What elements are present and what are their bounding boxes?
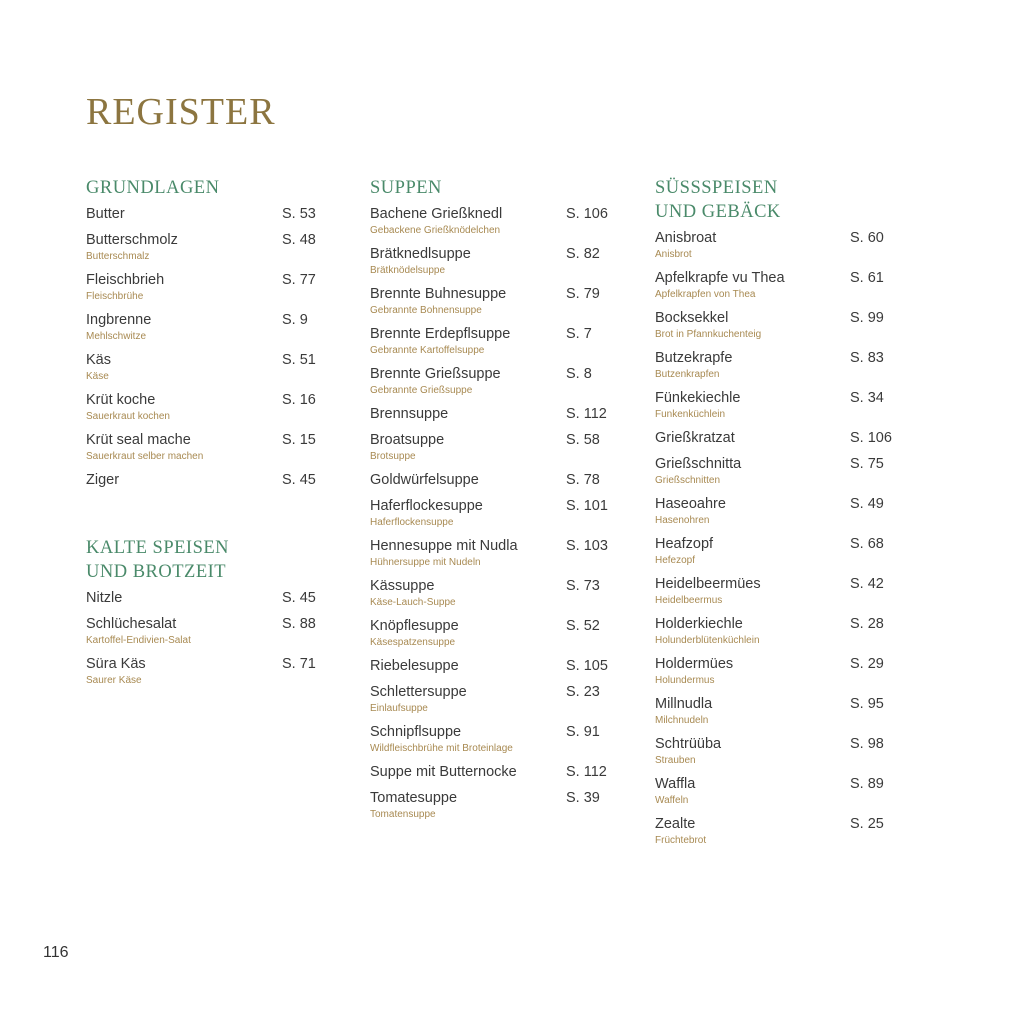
entry-translation: Brätknödelsuppe xyxy=(370,265,446,276)
entry-translation: Funkenküchlein xyxy=(655,409,726,420)
entry-name: Brätknedlsuppe xyxy=(370,246,471,262)
entry-row xyxy=(370,496,612,516)
entry-name: Holderkiechle xyxy=(655,616,743,632)
index-column xyxy=(86,176,318,694)
entry-translation: Grießschnitten xyxy=(655,475,721,486)
entry-name: Haseoahre xyxy=(655,496,726,512)
entry-name: Ingbrenne xyxy=(86,312,152,328)
index-entry xyxy=(370,404,612,424)
entry-name: Zealte xyxy=(655,816,696,832)
entry-page-ref: S. 83 xyxy=(850,350,884,366)
entry-name: Holdermües xyxy=(655,656,734,672)
index-entry xyxy=(86,470,318,490)
index-section xyxy=(370,176,612,822)
index-entry xyxy=(370,496,612,530)
entry-translation: Heidelbeermus xyxy=(655,595,723,606)
entry-name: Brennte Erdepflsuppe xyxy=(370,326,511,342)
page-title: REGISTER xyxy=(86,91,276,133)
index-entry xyxy=(655,308,895,342)
entry-page-ref: S. 75 xyxy=(850,456,884,472)
entry-translation: Haferflockensuppe xyxy=(370,517,454,528)
entry-row xyxy=(86,204,318,224)
entry-row xyxy=(370,762,612,782)
index-section xyxy=(86,176,318,490)
entry-name: Apfelkrapfe vu Thea xyxy=(655,270,785,286)
entry-page-ref: S. 98 xyxy=(850,736,884,752)
index-entry xyxy=(655,494,895,528)
entry-page-ref: S. 95 xyxy=(850,696,884,712)
entry-page-ref: S. 61 xyxy=(850,270,884,286)
entry-page-ref: S. 16 xyxy=(282,392,316,408)
entry-row xyxy=(655,228,895,248)
entry-row xyxy=(655,694,895,714)
entry-row xyxy=(370,244,612,264)
entry-name: Krüt seal mache xyxy=(86,432,191,448)
section-heading-line: UND GEBÄCK xyxy=(655,202,781,222)
entry-name: Suppe mit Butternocke xyxy=(370,764,517,780)
entry-translation: Früchtebrot xyxy=(655,835,707,846)
entry-page-ref: S. 82 xyxy=(566,246,600,262)
index-entry xyxy=(370,204,612,238)
entry-page-ref: S. 79 xyxy=(566,286,600,302)
entry-page-ref: S. 60 xyxy=(850,230,884,246)
section-heading-line: SUPPEN xyxy=(370,178,442,198)
entry-row xyxy=(86,654,318,674)
entry-name: Anisbroat xyxy=(655,230,717,246)
entry-page-ref: S. 45 xyxy=(282,590,316,606)
index-entry xyxy=(370,762,612,782)
entry-translation: Käse xyxy=(86,371,109,382)
entry-translation: Tomatensuppe xyxy=(370,809,436,820)
index-entry xyxy=(86,430,318,464)
entry-row xyxy=(655,574,895,594)
entry-page-ref: S. 106 xyxy=(850,430,892,446)
entry-page-ref: S. 53 xyxy=(282,206,316,222)
entry-name: Brennte Grießsuppe xyxy=(370,366,501,382)
entry-page-ref: S. 68 xyxy=(850,536,884,552)
entry-row xyxy=(370,682,612,702)
entry-row xyxy=(86,350,318,370)
index-entry xyxy=(86,310,318,344)
index-entry xyxy=(655,654,895,688)
entry-page-ref: S. 71 xyxy=(282,656,316,672)
index-entry xyxy=(655,428,895,448)
entry-name: Ziger xyxy=(86,472,120,488)
entry-row xyxy=(370,656,612,676)
entry-translation: Gebrannte Kartoffelsuppe xyxy=(370,345,485,356)
entry-page-ref: S. 106 xyxy=(566,206,608,222)
entry-row xyxy=(86,430,318,450)
entry-name: Brennte Buhnesuppe xyxy=(370,286,507,302)
entry-name: Heidelbeermües xyxy=(655,576,761,592)
entry-page-ref: S. 39 xyxy=(566,790,600,806)
entry-name: Nitzle xyxy=(86,590,123,606)
entry-row xyxy=(370,404,612,424)
index-column xyxy=(655,176,895,854)
index-section xyxy=(655,176,895,848)
entry-name: Hennesuppe mit Nudla xyxy=(370,538,518,554)
section-heading xyxy=(86,536,318,584)
entry-translation: Gebrannte Grießsuppe xyxy=(370,385,473,396)
index-entry xyxy=(655,814,895,848)
index-entry xyxy=(370,430,612,464)
entry-row xyxy=(86,230,318,250)
entry-page-ref: S. 52 xyxy=(566,618,600,634)
entry-row xyxy=(86,390,318,410)
entry-row xyxy=(655,308,895,328)
entry-translation: Hasenohren xyxy=(655,515,710,526)
entry-page-ref: S. 34 xyxy=(850,390,884,406)
entry-row xyxy=(86,588,318,608)
entry-row xyxy=(655,774,895,794)
index-entry xyxy=(370,788,612,822)
entry-page-ref: S. 28 xyxy=(850,616,884,632)
entry-translation: Saurer Käse xyxy=(86,675,142,686)
entry-name: Tomatesuppe xyxy=(370,790,458,806)
entry-translation: Strauben xyxy=(655,755,696,766)
entry-name: Butzekrapfe xyxy=(655,350,733,366)
entry-name: Fleischbrieh xyxy=(86,272,165,288)
entry-row xyxy=(655,494,895,514)
section-heading-line: SÜSSSPEISEN xyxy=(655,178,778,198)
entry-page-ref: S. 8 xyxy=(566,366,592,382)
entry-row xyxy=(86,310,318,330)
entry-page-ref: S. 112 xyxy=(566,406,607,422)
entry-name: Käs xyxy=(86,352,111,368)
entry-translation: Apfelkrapfen von Thea xyxy=(655,289,756,300)
section-heading xyxy=(86,176,318,200)
entry-row xyxy=(86,614,318,634)
entry-name: Bachene Grießknedl xyxy=(370,206,503,222)
entry-name: Haferflockesuppe xyxy=(370,498,483,514)
entry-row xyxy=(655,654,895,674)
index-entry xyxy=(370,722,612,756)
index-entry xyxy=(370,656,612,676)
index-entry xyxy=(655,228,895,262)
section-heading xyxy=(655,176,895,224)
entry-translation: Fleischbrühe xyxy=(86,291,144,302)
entry-page-ref: S. 42 xyxy=(850,576,884,592)
entry-row xyxy=(370,576,612,596)
index-entry xyxy=(86,230,318,264)
entry-row xyxy=(370,536,612,556)
entry-translation: Einlaufsuppe xyxy=(370,703,428,714)
entry-name: Knöpflesuppe xyxy=(370,618,459,634)
entry-page-ref: S. 45 xyxy=(282,472,316,488)
index-column xyxy=(370,176,612,828)
entry-page-ref: S. 77 xyxy=(282,272,316,288)
entry-name: Fünkekiechle xyxy=(655,390,741,406)
entry-row xyxy=(86,470,318,490)
section-heading-line: UND BROTZEIT xyxy=(86,562,227,582)
entry-translation: Hefezopf xyxy=(655,555,696,566)
entry-translation: Milchnudeln xyxy=(655,715,709,726)
entry-row xyxy=(370,788,612,808)
entry-row xyxy=(655,454,895,474)
entry-page-ref: S. 7 xyxy=(566,326,592,342)
index-entry xyxy=(655,694,895,728)
entry-page-ref: S. 58 xyxy=(566,432,600,448)
entry-page-ref: S. 99 xyxy=(850,310,884,326)
entry-name: Schnipflsuppe xyxy=(370,724,462,740)
index-entry xyxy=(370,576,612,610)
entry-page-ref: S. 15 xyxy=(282,432,316,448)
index-entry xyxy=(655,734,895,768)
entry-name: Krüt koche xyxy=(86,392,156,408)
entry-page-ref: S. 89 xyxy=(850,776,884,792)
entry-row xyxy=(370,430,612,450)
entry-translation: Holunderblütenküchlein xyxy=(655,635,760,646)
entry-name: Waffla xyxy=(655,776,696,792)
index-entry xyxy=(86,350,318,384)
index-entry xyxy=(370,536,612,570)
entry-translation: Käse-Lauch-Suppe xyxy=(370,597,456,608)
entry-translation: Butzenkrapfen xyxy=(655,369,720,380)
section-heading xyxy=(370,176,612,200)
index-entry xyxy=(655,574,895,608)
entry-page-ref: S. 49 xyxy=(850,496,884,512)
entry-page-ref: S. 23 xyxy=(566,684,600,700)
entry-row xyxy=(655,814,895,834)
entry-page-ref: S. 9 xyxy=(282,312,308,328)
entry-row xyxy=(370,284,612,304)
index-entry xyxy=(655,268,895,302)
entry-row xyxy=(370,324,612,344)
entry-translation: Hühnersuppe mit Nudeln xyxy=(370,557,481,568)
entry-name: Butterschmolz xyxy=(86,232,178,248)
entry-row xyxy=(86,270,318,290)
entry-page-ref: S. 88 xyxy=(282,616,316,632)
section-heading-line: GRUNDLAGEN xyxy=(86,178,220,198)
entry-row xyxy=(370,470,612,490)
entry-row xyxy=(655,614,895,634)
entry-translation: Butterschmalz xyxy=(86,251,150,262)
entry-row xyxy=(655,268,895,288)
index-entry xyxy=(655,388,895,422)
entry-row xyxy=(655,534,895,554)
index-entry xyxy=(86,204,318,224)
entry-name: Millnudla xyxy=(655,696,713,712)
entry-translation: Waffeln xyxy=(655,795,689,806)
entry-translation: Gebrannte Bohnensuppe xyxy=(370,305,482,316)
index-entry xyxy=(86,270,318,304)
index-entry xyxy=(655,454,895,488)
index-entry xyxy=(655,348,895,382)
entry-translation: Gebackene Grießknödelchen xyxy=(370,225,501,236)
entry-translation: Anisbrot xyxy=(655,249,692,260)
entry-translation: Sauerkraut selber machen xyxy=(86,451,204,462)
entry-row xyxy=(655,734,895,754)
entry-translation: Sauerkraut kochen xyxy=(86,411,170,422)
entry-page-ref: S. 48 xyxy=(282,232,316,248)
entry-page-ref: S. 105 xyxy=(566,658,608,674)
entry-page-ref: S. 103 xyxy=(566,538,608,554)
entry-name: Heafzopf xyxy=(655,536,714,552)
entry-row xyxy=(370,364,612,384)
entry-translation: Käsespatzensuppe xyxy=(370,637,456,648)
entry-row xyxy=(370,616,612,636)
entry-name: Kässuppe xyxy=(370,578,435,594)
index-entry xyxy=(370,324,612,358)
entry-page-ref: S. 101 xyxy=(566,498,608,514)
index-entry xyxy=(370,364,612,398)
entry-translation: Brot in Pfannkuchenteig xyxy=(655,329,762,340)
index-entry xyxy=(655,774,895,808)
entry-name: Riebelesuppe xyxy=(370,658,459,674)
entry-page-ref: S. 78 xyxy=(566,472,600,488)
entry-page-ref: S. 29 xyxy=(850,656,884,672)
page-number: 116 xyxy=(43,944,69,961)
index-entry xyxy=(370,470,612,490)
index-entry xyxy=(370,244,612,278)
entry-name: Broatsuppe xyxy=(370,432,445,448)
entry-page-ref: S. 91 xyxy=(566,724,600,740)
entry-name: Schlüchesalat xyxy=(86,616,177,632)
entry-translation: Brotsuppe xyxy=(370,451,416,462)
entry-name: Brennsuppe xyxy=(370,406,449,422)
entry-translation: Wildfleischbrühe mit Broteinlage xyxy=(370,743,513,754)
index-entry xyxy=(370,284,612,318)
index-entry xyxy=(370,616,612,650)
entry-row xyxy=(370,722,612,742)
index-entry xyxy=(86,588,318,608)
entry-row xyxy=(655,428,895,448)
entry-name: Grießkratzat xyxy=(655,430,735,446)
entry-name: Grießschnitta xyxy=(655,456,742,472)
index-entry xyxy=(370,682,612,716)
entry-name: Schlettersuppe xyxy=(370,684,467,700)
index-entry xyxy=(655,614,895,648)
entry-row xyxy=(655,348,895,368)
entry-row xyxy=(655,388,895,408)
index-entry xyxy=(86,654,318,688)
entry-translation: Holundermus xyxy=(655,675,715,686)
entry-translation: Kartoffel-Endivien-Salat xyxy=(86,635,191,646)
entry-row xyxy=(370,204,612,224)
index-entry xyxy=(86,390,318,424)
entry-name: Butter xyxy=(86,206,125,222)
entry-page-ref: S. 112 xyxy=(566,764,607,780)
section-heading-line: KALTE SPEISEN xyxy=(86,538,230,558)
entry-page-ref: S. 51 xyxy=(282,352,316,368)
entry-name: Goldwürfelsuppe xyxy=(370,472,479,488)
entry-translation: Mehlschwitze xyxy=(86,331,147,342)
index-section xyxy=(86,536,318,688)
entry-name: Bocksekkel xyxy=(655,310,729,326)
entry-name: Schtrüüba xyxy=(655,736,722,752)
index-entry xyxy=(86,614,318,648)
index-entry xyxy=(655,534,895,568)
entry-name: Süra Käs xyxy=(86,656,146,672)
entry-page-ref: S. 25 xyxy=(850,816,884,832)
entry-page-ref: S. 73 xyxy=(566,578,600,594)
